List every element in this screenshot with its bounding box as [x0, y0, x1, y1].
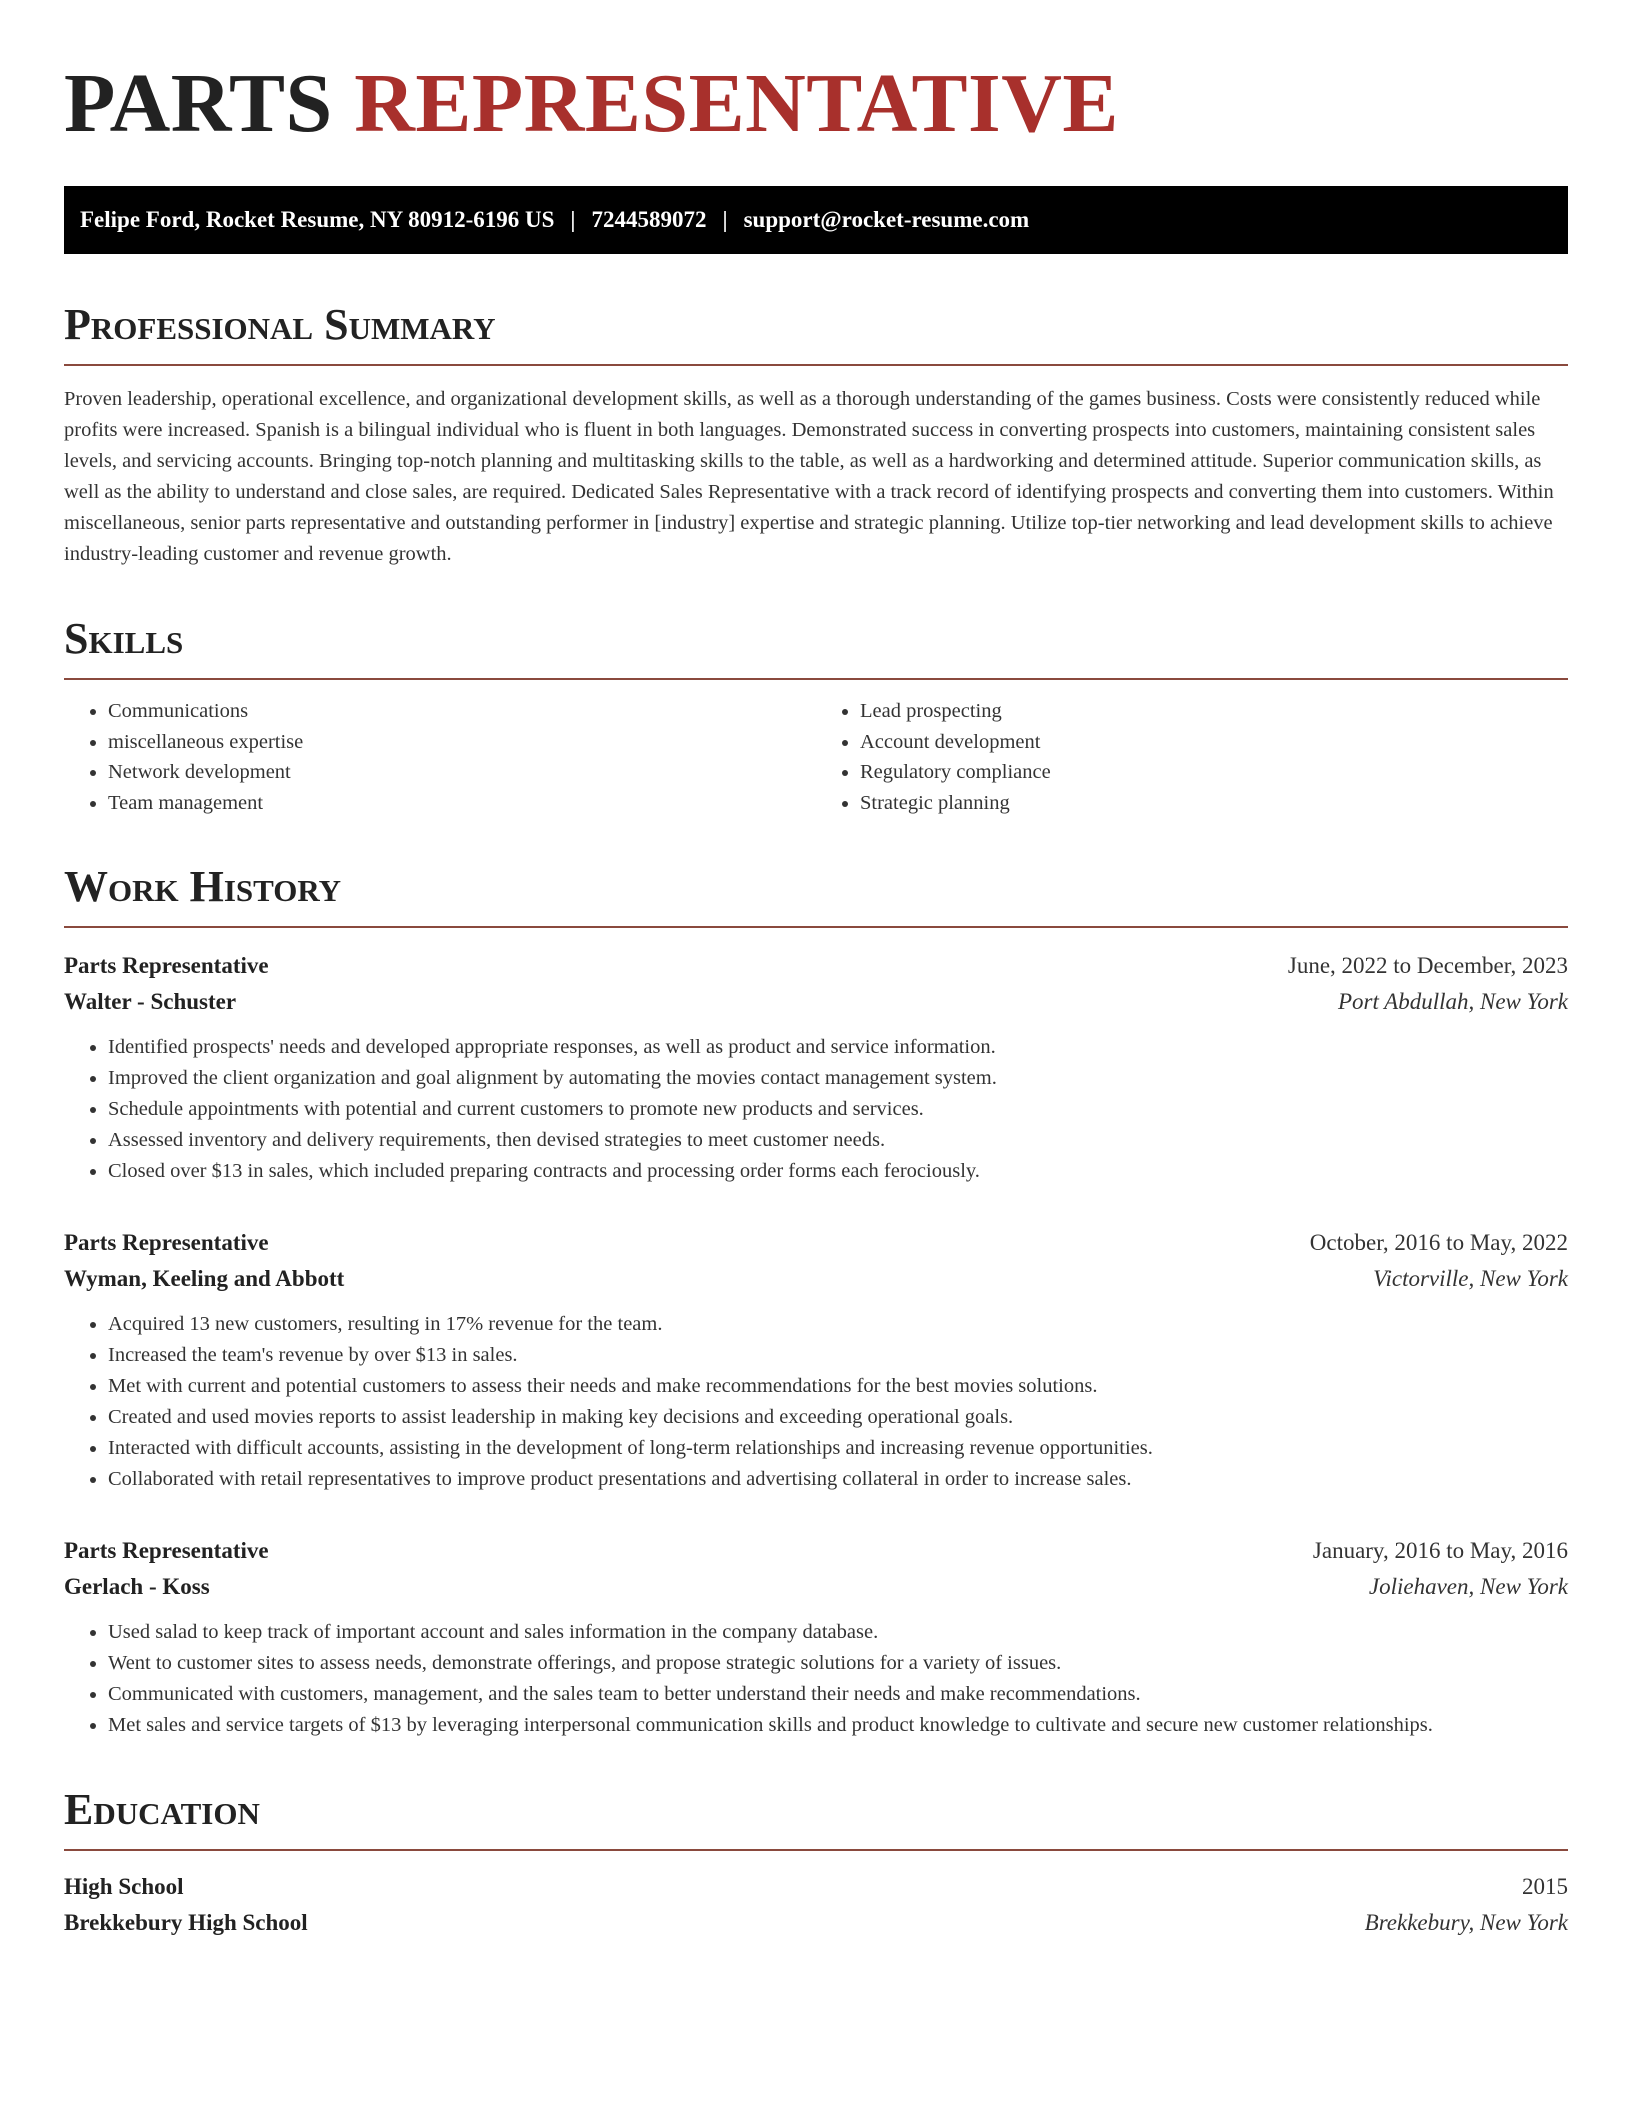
job-bullets — [64, 1617, 1568, 1741]
contact-separator: | — [722, 207, 728, 232]
skills-heading: Skills — [64, 614, 184, 663]
contact-bar — [64, 186, 1568, 254]
education-heading: Education — [64, 1785, 260, 1834]
education-degree-row — [64, 1869, 1568, 1905]
page-title — [64, 56, 1568, 152]
section-divider — [64, 678, 1568, 680]
skill-item: • Regulatory compliance — [860, 757, 1568, 788]
title-part2: REPRESENTATIVE — [354, 57, 1119, 150]
education-degree: High School — [64, 1874, 184, 1899]
job-entry — [64, 1533, 1568, 1741]
job-company: Gerlach - Koss — [64, 1574, 210, 1599]
summary-text: Proven leadership, operational excellence, and organizational development skills, as well as a thorough understanding of the games business. Costs were consistently reduced while profits were increased. Spanish is a bilingual individual who is fluent in both languages. Demonstrated success in converting prospects into customers, maintaining consistent sales levels, and servicing accounts. Bringing top-notch planning and multitasking skills to the table, as well as a hardworking and determined attitude. Superior communication skills, as well as the ability to understand and close sales, are required. Dedicated Sales Representative with a track record of identifying prospects and converting them into customers. Within miscellaneous, senior parts representative and outstanding performer in [industry] expertise and strategic planning. Utilize top-tier networking and lead development skills to achieve industry-leading customer and revenue growth. — [64, 388, 1554, 565]
job-bullet: • Communicated with customers, management, and the sales team to better understand their needs and make recommendations. — [108, 1679, 1568, 1710]
section-divider — [64, 364, 1568, 366]
education-entry — [64, 1869, 1568, 1941]
job-dates: October, 2016 to May, 2022 — [1309, 1230, 1568, 1255]
job-company: Wyman, Keeling and Abbott — [64, 1266, 345, 1291]
job-location: Victorville, New York — [1373, 1266, 1568, 1291]
education-year: 2015 — [1522, 1874, 1568, 1899]
skill-item: • Communications — [108, 696, 816, 727]
job-bullet: • Increased the team's revenue by over $13 in sales. — [108, 1340, 1568, 1371]
contact-email: support@rocket-resume.com — [743, 207, 1030, 232]
job-bullet: • Met with current and potential customers to assess their needs and make recommendations for the best movies solutions. — [108, 1371, 1568, 1402]
education-school-row — [64, 1905, 1568, 1941]
job-location: Joliehaven, New York — [1368, 1574, 1568, 1599]
job-bullet: • Assessed inventory and delivery requirements, then devised strategies to meet customer needs. — [108, 1125, 1568, 1156]
job-header-row — [64, 1533, 1568, 1569]
job-entry — [64, 1225, 1568, 1495]
job-dates: January, 2016 to May, 2016 — [1312, 1538, 1568, 1563]
skills-list — [64, 696, 1568, 818]
section-divider — [64, 1849, 1568, 1851]
contact-separator: | — [570, 207, 576, 232]
job-header-row — [64, 948, 1568, 984]
job-company-row — [64, 1569, 1568, 1605]
job-bullets — [64, 1309, 1568, 1495]
job-bullet: • Used salad to keep track of important account and sales information in the company database. — [108, 1617, 1568, 1648]
education-school: Brekkebury High School — [64, 1910, 308, 1935]
skills-column-left — [64, 696, 816, 818]
skills-column-right — [816, 696, 1568, 818]
job-title: Parts Representative — [64, 1230, 269, 1255]
job-bullet: • Went to customer sites to assess needs, demonstrate offerings, and propose strategic solutions for a variety of issues. — [108, 1648, 1568, 1679]
job-bullets — [64, 1032, 1568, 1187]
job-company-row — [64, 984, 1568, 1020]
job-header-row — [64, 1225, 1568, 1261]
job-bullet: • Acquired 13 new customers, resulting in 17% revenue for the team. — [108, 1309, 1568, 1340]
job-company-row — [64, 1261, 1568, 1297]
contact-phone: 7244589072 — [591, 207, 707, 232]
contact-address: Felipe Ford, Rocket Resume, NY 80912-6196 US — [80, 207, 555, 232]
job-title: Parts Representative — [64, 1538, 269, 1563]
job-bullet: • Improved the client organization and goal alignment by automating the movies contact management system. — [108, 1063, 1568, 1094]
job-location: Port Abdullah, New York — [1337, 989, 1568, 1014]
job-title: Parts Representative — [64, 953, 269, 978]
skill-item: • Network development — [108, 757, 816, 788]
job-entry — [64, 948, 1568, 1187]
skill-item: • Account development — [860, 727, 1568, 758]
title-part1: PARTS — [64, 57, 333, 150]
job-bullet: • Created and used movies reports to assist leadership in making key decisions and exceeding operational goals. — [108, 1402, 1568, 1433]
skill-item: • Lead prospecting — [860, 696, 1568, 727]
education-location: Brekkebury, New York — [1364, 1910, 1568, 1935]
job-bullet: • Interacted with difficult accounts, assisting in the development of long-term relationships and increasing revenue opportunities. — [108, 1433, 1568, 1464]
section-divider — [64, 926, 1568, 928]
job-company: Walter - Schuster — [64, 989, 237, 1014]
skill-item: • miscellaneous expertise — [108, 727, 816, 758]
skill-item: • Team management — [108, 788, 816, 819]
job-bullet: • Identified prospects' needs and developed appropriate responses, as well as product and service information. — [108, 1032, 1568, 1063]
job-dates: June, 2022 to December, 2023 — [1287, 953, 1568, 978]
work-history-heading: Work History — [64, 862, 342, 911]
job-bullet: • Schedule appointments with potential and current customers to promote new products and services. — [108, 1094, 1568, 1125]
skill-item: • Strategic planning — [860, 788, 1568, 819]
job-bullet: • Met sales and service targets of $13 by leveraging interpersonal communication skills and product knowledge to cultivate and secure new customer relationships. — [108, 1710, 1568, 1741]
job-bullet: • Closed over $13 in sales, which included preparing contracts and processing order forms each ferociously. — [108, 1156, 1568, 1187]
job-bullet: • Collaborated with retail representatives to improve product presentations and advertising collateral in order to increase sales. — [108, 1464, 1568, 1495]
summary-heading: Professional Summary — [64, 300, 496, 349]
